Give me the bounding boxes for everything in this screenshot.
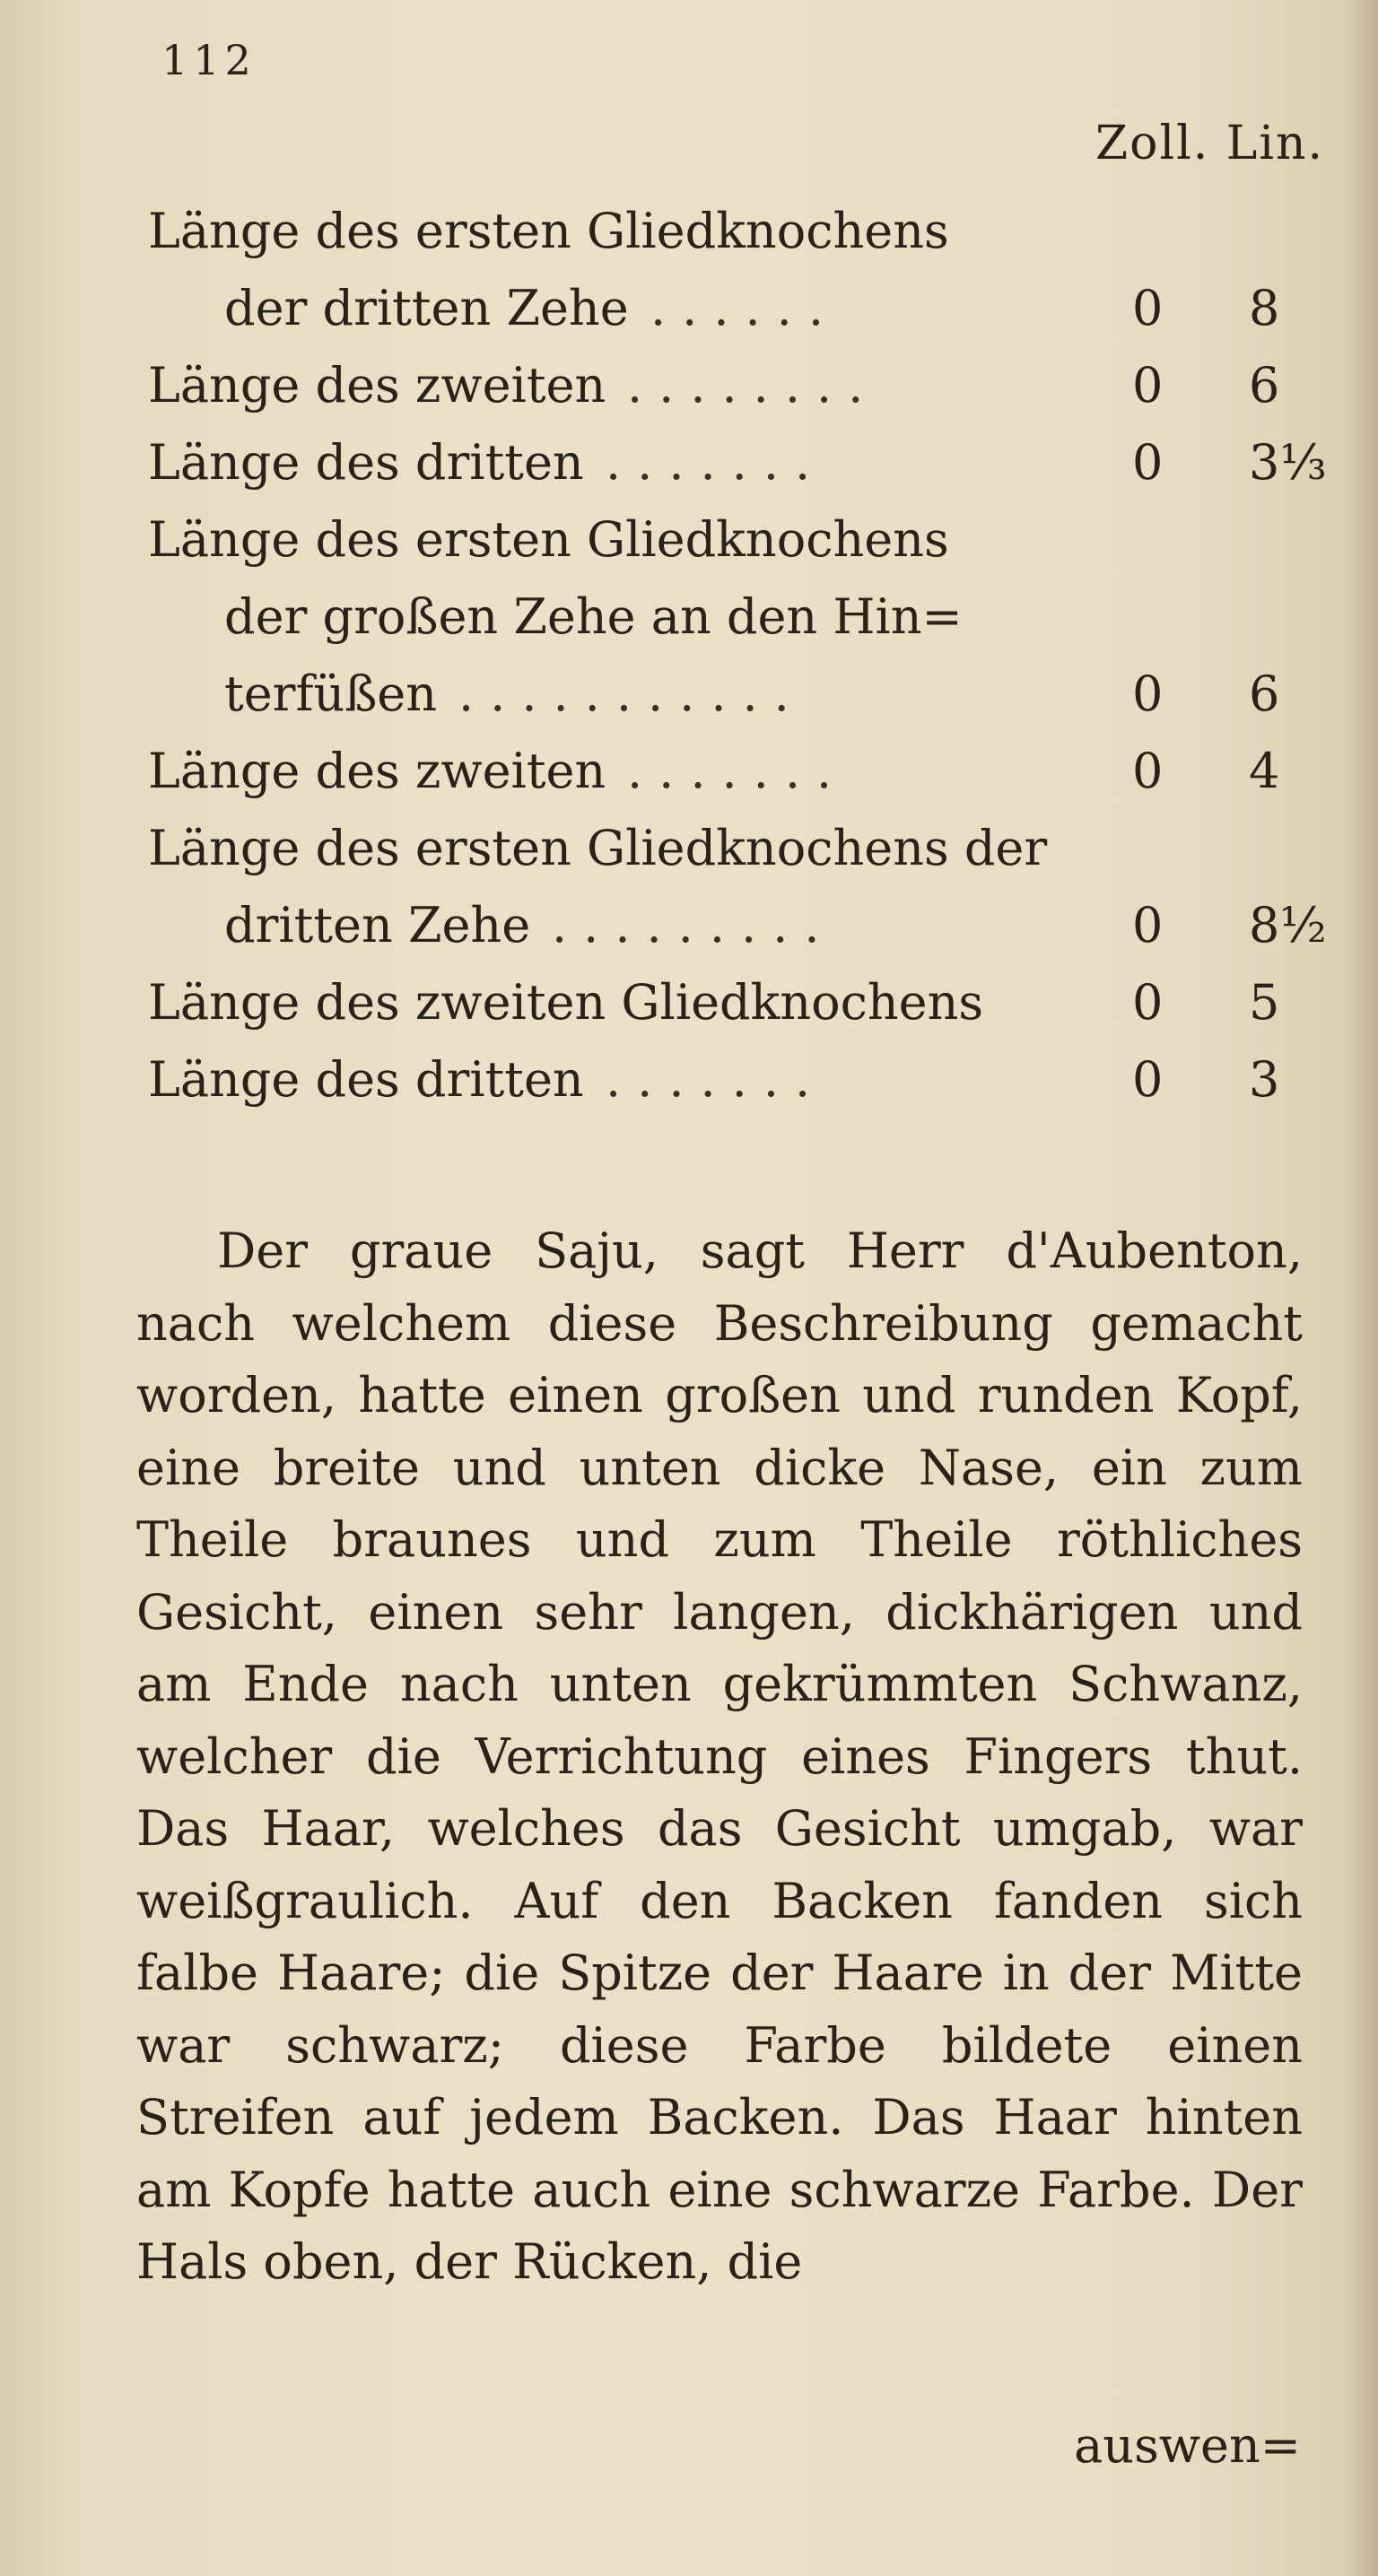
dot-leader: .......: [606, 434, 827, 491]
dot-leader: ........: [627, 357, 880, 413]
table-row: [0, 424, 1378, 501]
table-row: [0, 579, 1378, 656]
row-label: Länge des zweiten Gliedknochens: [148, 974, 984, 1031]
zoll-value: 0: [1132, 666, 1164, 722]
row-label: der dritten Zehe: [224, 280, 629, 336]
row-label: der großen Zehe an den Hin=: [224, 588, 963, 645]
row-label: Länge des ersten Gliedknochens: [148, 203, 949, 259]
row-label: Länge des ersten Gliedknochens: [148, 511, 949, 568]
body-text: [136, 1215, 1303, 2299]
zoll-value: 0: [1132, 434, 1164, 491]
zoll-value: 0: [1132, 1051, 1164, 1108]
linien-value: 3⅓: [1249, 434, 1327, 491]
table-row: [0, 347, 1378, 424]
table-row: [0, 193, 1378, 270]
measurement-table: [0, 193, 1378, 1118]
table-row: [0, 270, 1378, 347]
row-label: Länge des zweiten: [148, 357, 606, 413]
table-row: [0, 810, 1378, 887]
linien-value: 6: [1249, 357, 1280, 413]
linien-value: 8½: [1249, 897, 1327, 953]
dot-leader: .........: [552, 897, 836, 953]
catchword: auswen=: [1074, 2417, 1301, 2474]
zoll-value: 0: [1132, 897, 1164, 953]
row-label: terfüßen: [224, 666, 438, 722]
dot-leader: ...........: [458, 666, 806, 722]
row-label: Länge des ersten Gliedknochens der: [148, 820, 1048, 876]
linien-value: 3: [1249, 1051, 1280, 1108]
zoll-value: 0: [1132, 974, 1164, 1031]
linien-value: 6: [1249, 666, 1280, 722]
column-header-units: Zoll. Lin.: [1095, 117, 1324, 170]
table-row: [0, 964, 1378, 1041]
row-label: Länge des dritten: [148, 434, 584, 491]
row-label: Länge des dritten: [148, 1051, 584, 1108]
paragraph: Der graue Saju, sagt Herr d'Aubenton, nach welchem diese Beschreibung gemacht worden, hatte einen großen und runden Kopf, eine breite und unten dicke Nase, ein zum Theile braunes und zum Theile röthliches Gesicht, einen sehr langen, dickhärigen und am Ende nach unten gekrümmten Schwanz, welcher die Verrichtung eines Fingers thut. Das Haar, welches das Gesicht umgab, war weißgraulich. Auf den Backen fanden sich falbe Haare; die Spitze der Haare in der Mitte war schwarz; diese Farbe bildete einen Streifen auf jedem Backen. Das Haar hinten am Kopfe hatte auch eine schwarze Farbe. Der Hals oben, der Rücken, die: [136, 1223, 1303, 2290]
linien-value: 8: [1249, 280, 1280, 336]
zoll-value: 0: [1132, 743, 1164, 799]
row-label: dritten Zehe: [224, 897, 531, 953]
table-row: [0, 887, 1378, 964]
table-row: [0, 1041, 1378, 1118]
zoll-value: 0: [1132, 280, 1164, 336]
linien-value: 4: [1249, 743, 1280, 799]
row-label: Länge des zweiten: [148, 743, 606, 799]
table-row: [0, 733, 1378, 810]
table-row: [0, 656, 1378, 733]
page-number: 112: [161, 36, 257, 84]
zoll-value: 0: [1132, 357, 1164, 413]
table-row: [0, 501, 1378, 579]
dot-leader: .......: [627, 743, 849, 799]
linien-value: 5: [1249, 974, 1280, 1031]
dot-leader: .......: [606, 1051, 827, 1108]
dot-leader: ......: [650, 280, 840, 336]
